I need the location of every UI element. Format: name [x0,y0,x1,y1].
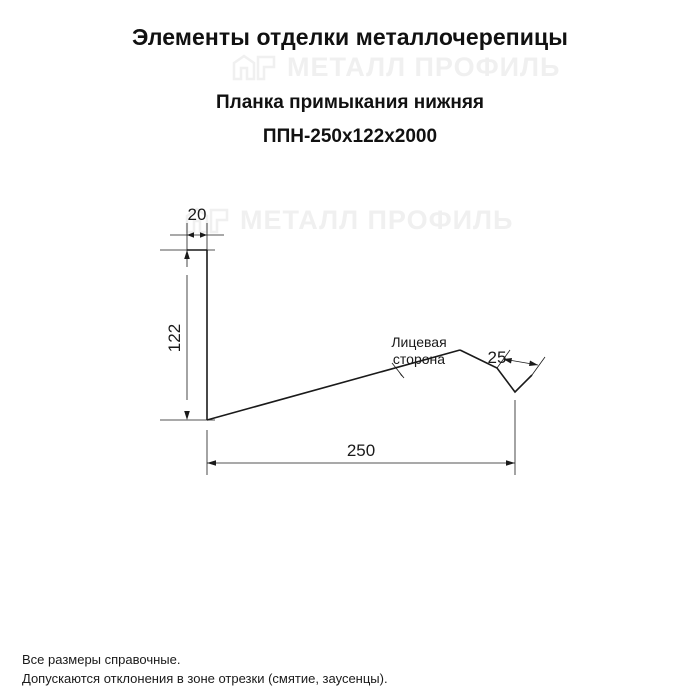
product-code: ППН-250х122х2000 [262,126,438,147]
technical-drawing [0,175,700,545]
watermark-top [232,52,560,83]
page-title: Элементы отделки металлочерепицы [131,24,568,50]
dimension-top-width [170,205,224,267]
watermark-text: МЕТАЛЛ ПРОФИЛЬ [240,205,514,235]
dimension-right-flange [488,348,545,375]
footer-line-2: Допускаются отклонения в зоне отрезки (смятие, заусенцы). [22,671,388,686]
watermark-text: МЕТАЛЛ ПРОФИЛЬ [287,52,561,82]
brand-logo-icon [232,53,278,83]
dimension-right-flange-label: 25 [487,348,507,367]
dimension-top-width-label: 20 [187,205,207,224]
face-side-label-line2: сторона [392,351,446,367]
product-name: Планка примыкания нижняя [215,92,485,113]
dimension-bottom-width [207,400,515,475]
dimension-height-label: 122 [165,323,184,353]
footer-line-1: Все размеры справочные. [22,652,181,667]
dimension-bottom-width-label: 250 [346,441,376,460]
profile-outline [187,250,532,420]
face-side-label-line1: Лицевая [391,334,447,350]
face-side-annotation [391,334,446,378]
title-block [0,22,700,150]
footer-note [22,650,388,688]
